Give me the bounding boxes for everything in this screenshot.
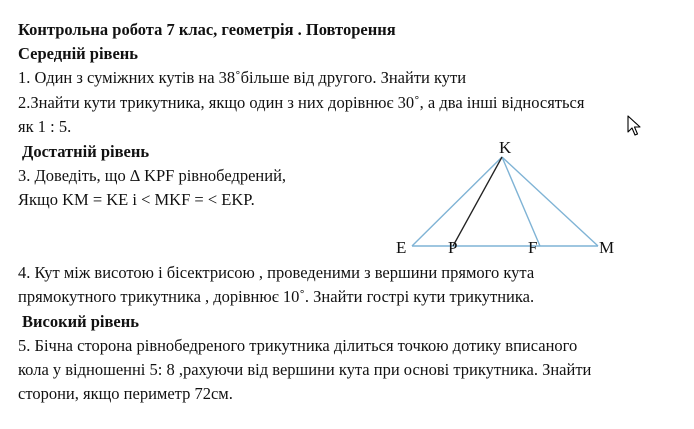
problem-2-line-2: як 1 : 5. (18, 117, 72, 136)
problem-5-line-1: 5. Бічна сторона рівнобедреного трикутника ділиться точкою дотику вписаного (18, 336, 578, 355)
section-heading-middle: Середній рівень (18, 44, 139, 63)
label-e: E (396, 238, 407, 257)
label-m: M (599, 238, 615, 257)
problem-3-line-2: Якщо KM = KE і < MKF = < EKP. (18, 190, 255, 209)
problem-4-line-1: 4. Кут між висотою і бісектрисою , проведеними з вершини прямого кута (18, 263, 535, 282)
problem-4-line-2: прямокутного трикутника , дорівнює 10˚. Знайти гострі кути трикутника. (18, 287, 535, 306)
triangle-figure (390, 136, 630, 264)
label-f: F (528, 238, 538, 257)
section-heading-high: Високий рівень (22, 312, 139, 331)
problem-5-line-2: кола у відношенні 5: 8 ,рахуючи від вершини кута при основі трикутника. Знайти (18, 360, 592, 379)
problem-5-line-3: сторони, якщо периметр 72см. (18, 384, 233, 403)
label-p: P (448, 238, 458, 257)
segment-kp (453, 157, 502, 246)
problem-2-line-1: 2.Знайти кути трикутника, якщо один з них дорівнює 30˚, а два інші відносяться (18, 93, 585, 112)
segment-km (502, 157, 598, 246)
pointer-arrow-icon (627, 115, 641, 137)
document-title: Контрольна робота 7 клас, геометрія . Повторення (18, 20, 396, 39)
problem-3-line-1: 3. Доведіть, що ∆ KPF рівнобедрений, (18, 166, 287, 185)
section-heading-sufficient: Достатній рівень (22, 142, 150, 161)
segment-kf (502, 157, 540, 246)
label-k: K (499, 138, 512, 157)
segment-ke (412, 157, 502, 246)
problem-1: 1. Один з суміжних кутів на 38˚більше від другого. Знайти кути (18, 68, 467, 87)
